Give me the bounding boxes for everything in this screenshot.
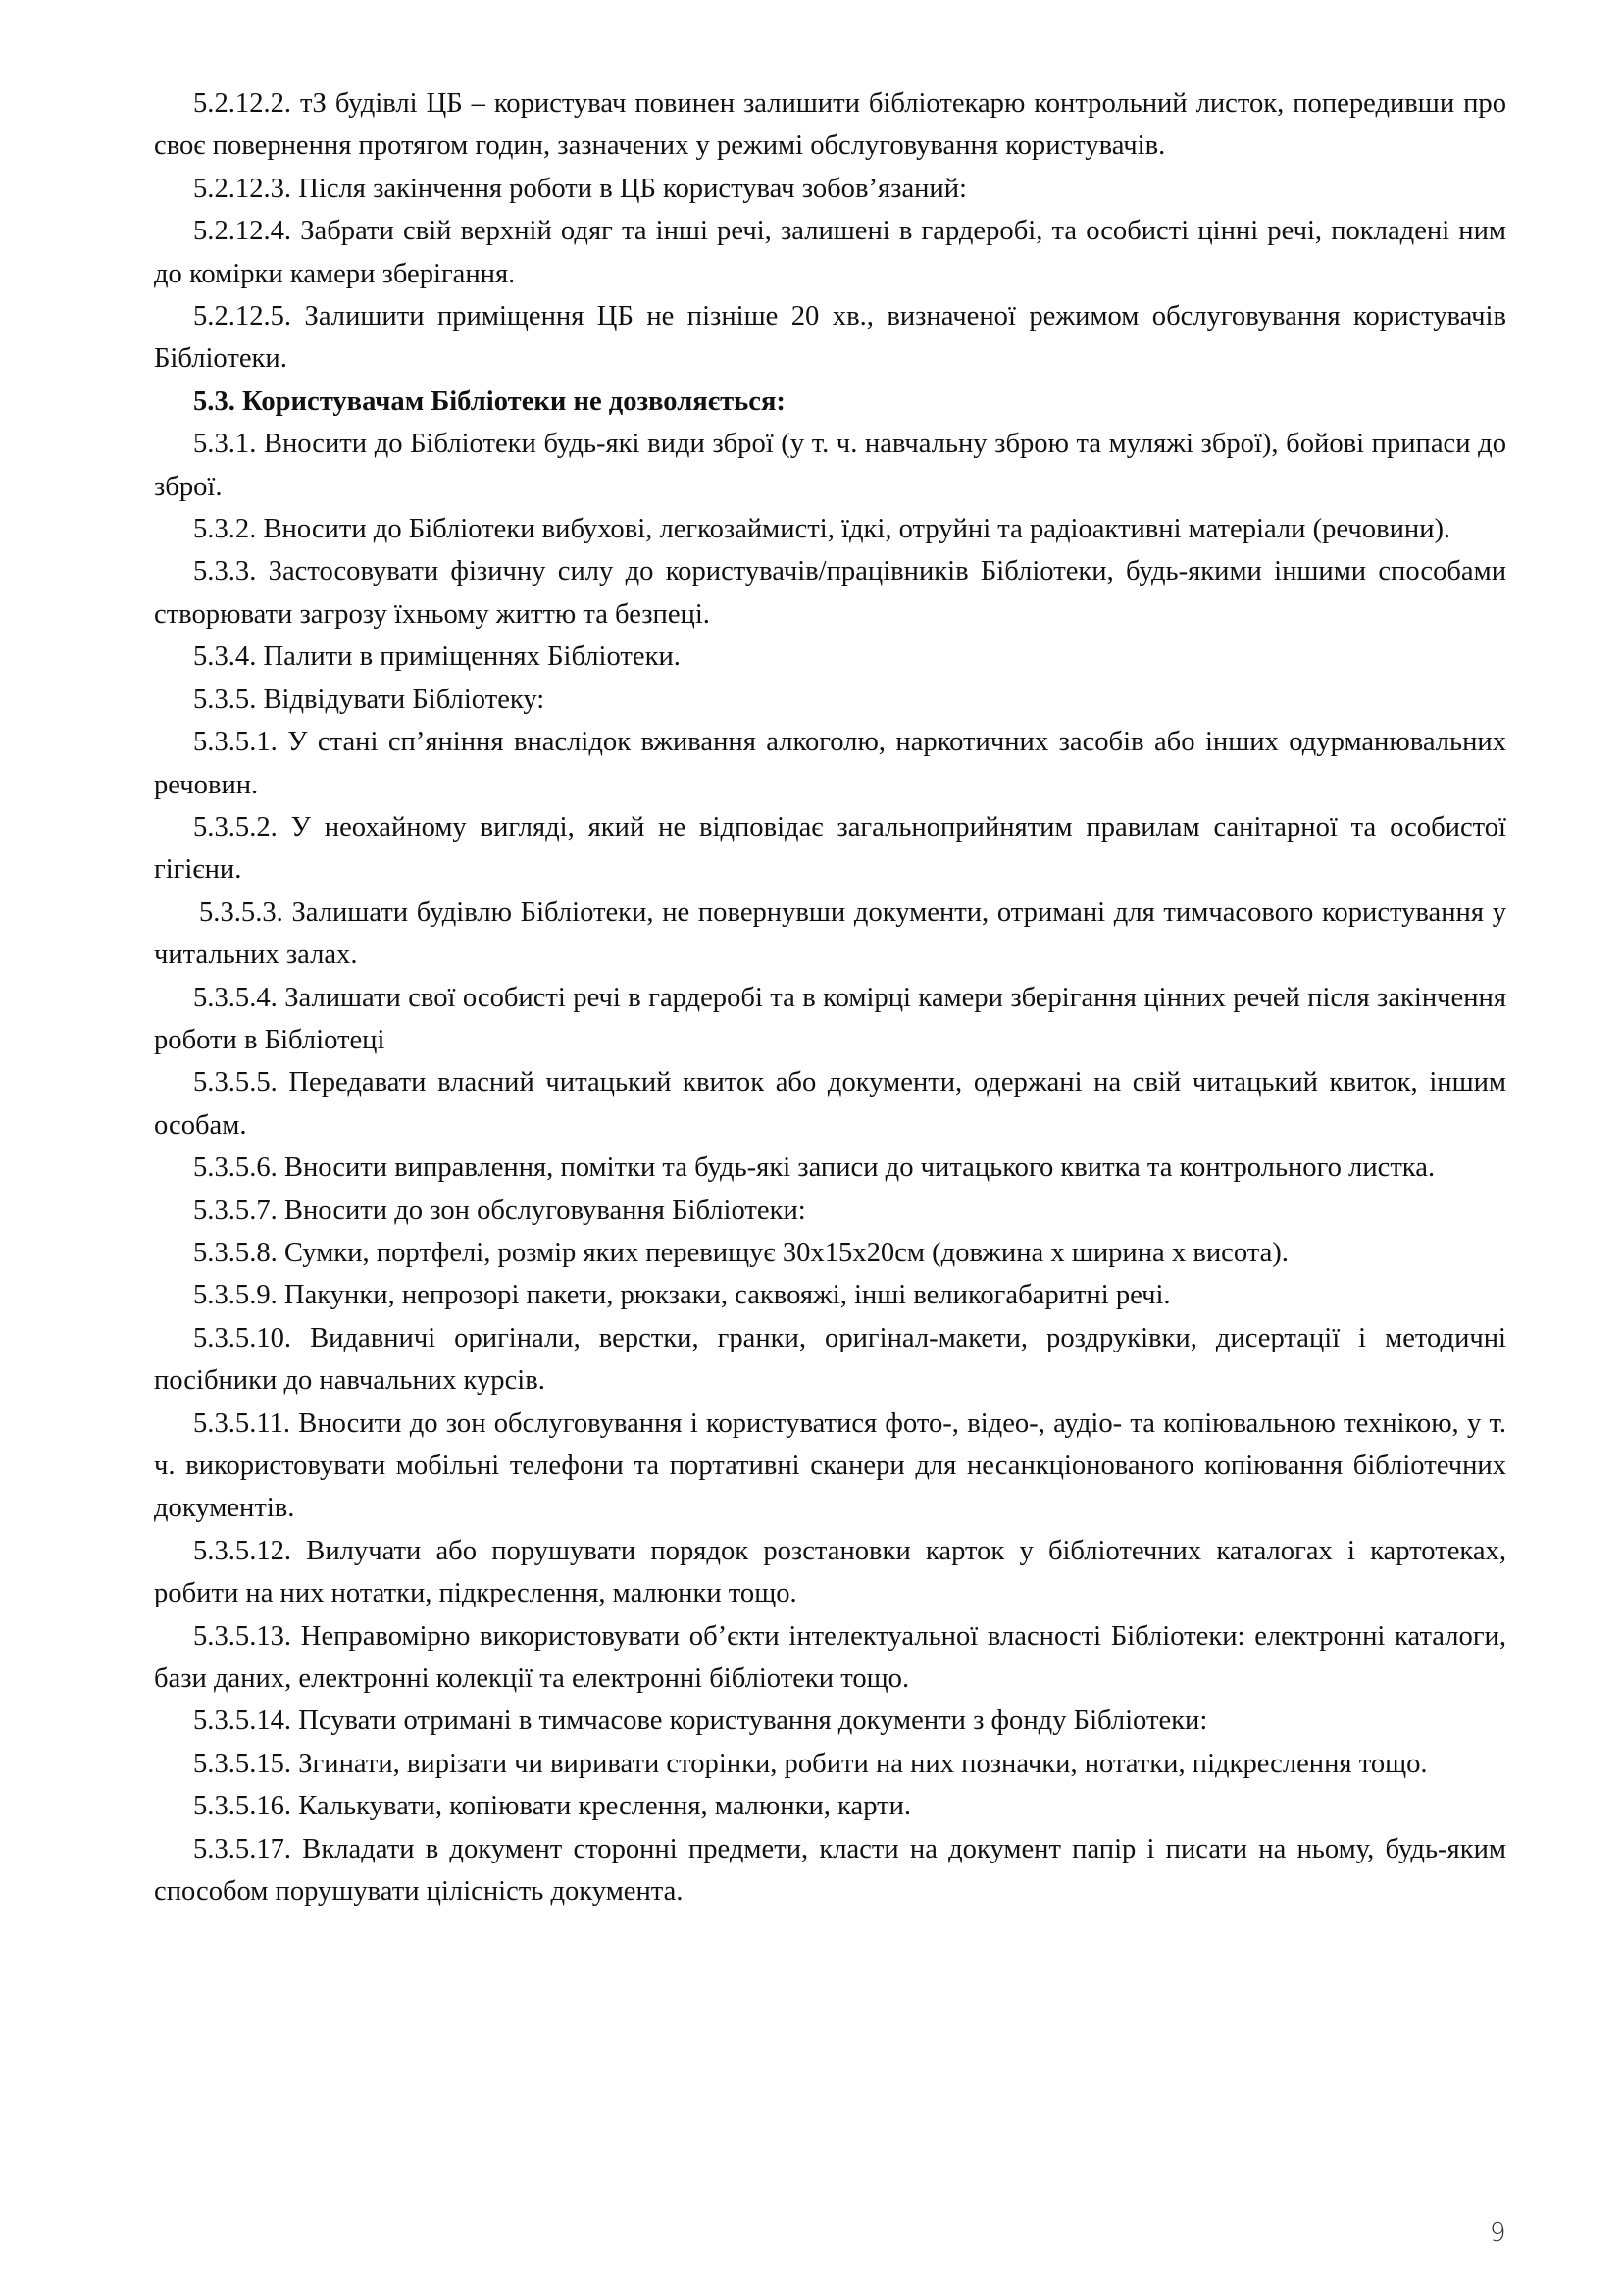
paragraph-5-3-4: 5.3.4. Палити в приміщеннях Бібліотеки.	[193, 641, 681, 673]
section-heading-5-3: 5.3. Користувачам Бібліотеки не дозволяється:	[193, 385, 786, 417]
paragraph-5-3-1: 5.3.1. Вносити до Бібліотеки будь-які види зброї (у т. ч. навчальну зброю та муляжі зброї), бойові припаси до зброї.	[154, 429, 1506, 502]
paragraph-5-2-12-4: 5.2.12.4. Забрати свій верхній одяг та інші речі, залишені в гардеробі, та особисті цінні речі, покладені ним до комірки камери зберігання.	[154, 216, 1506, 289]
paragraph-5-3-5-14: 5.3.5.14. Псувати отримані в тимчасове користування документи з фонду Бібліотеки:	[193, 1706, 1208, 1737]
document-body	[154, 82, 1506, 1913]
paragraph-5-3-5-8: 5.3.5.8. Сумки, портфелі, розмір яких перевищує 30х15х20см (довжина х ширина х висота).	[193, 1237, 1289, 1268]
paragraph-5-3-5-7: 5.3.5.7. Вносити до зон обслуговування Бібліотеки:	[193, 1195, 806, 1226]
paragraph-5-3-5-11: 5.3.5.11. Вносити до зон обслуговування і користуватися фото-, відео-, аудіо- та копіювальною технікою, у т. ч. використовувати мобільні телефони та портативні сканери для несанкціонованого копіювання бібліотечних документів.	[154, 1407, 1506, 1524]
paragraph-5-3-5-6: 5.3.5.6. Вносити виправлення, помітки та будь-які записи до читацького квитка та контрольного листка.	[193, 1152, 1436, 1184]
paragraph-5-3-5-17: 5.3.5.17. Вкладати в документ сторонні предмети, класти на документ папір і писати на ньому, будь-яким способом порушувати цілісність документа.	[154, 1833, 1506, 1908]
paragraph-5-3-5-9: 5.3.5.9. Пакунки, непрозорі пакети, рюкзаки, саквояжі, інші великогабаритні речі.	[193, 1280, 1171, 1311]
paragraph-5-3-5-16: 5.3.5.16. Калькувати, копіювати креслення, малюнки, карти.	[193, 1791, 912, 1822]
page-number: 9	[1490, 2219, 1506, 2248]
paragraph-5-3-5-1: 5.3.5.1. У стані сп’яніння внаслідок вживання алкоголю, наркотичних засобів або інших одурманювальних речовин.	[154, 727, 1506, 800]
paragraph-5-2-12-3: 5.2.12.3. Після закінчення роботи в ЦБ користувач зобов’язаний:	[193, 173, 967, 204]
paragraph-5-2-12-2: 5.2.12.2. тЗ будівлі ЦБ – користувач повинен залишити бібліотекарю контрольний листок, попередивши про своє повернення протягом годин, зазначених у режимі обслуговування користувачів.	[154, 88, 1506, 162]
paragraph-5-3-5-12: 5.3.5.12. Вилучати або порушувати порядок розстановки карток у бібліотечних каталогах і картотеках, робити на них нотатки, підкреслення, малюнки тощо.	[154, 1535, 1506, 1609]
paragraph-5-3-5-13: 5.3.5.13. Неправомірно використовувати об’єкти інтелектуальної власності Бібліотеки: електронні каталоги, бази даних, електронні колекції та електронні бібліотеки тощо.	[154, 1620, 1506, 1695]
paragraph-5-3-5-3: 5.3.5.3. Залишати будівлю Бібліотеки, не повернувши документи, отримані для тимчасового користування у читальних залах.	[154, 896, 1506, 971]
paragraph-5-3-3: 5.3.3. Застосовувати фізичну силу до користувачів/працівників Бібліотеки, будь-якими іншими способами створювати загрозу їхньому життю та безпеці.	[154, 556, 1506, 630]
paragraph-5-3-5-4: 5.3.5.4. Залишати свої особисті речі в гардеробі та в комірці камери зберігання цінних речей після закінчення роботи в Бібліотеці	[154, 982, 1506, 1055]
paragraph-5-3-5-15: 5.3.5.15. Згинати, вирізати чи виривати сторінки, робити на них позначки, нотатки, підкреслення тощо.	[193, 1748, 1428, 1779]
paragraph-5-3-2: 5.3.2. Вносити до Бібліотеки вибухові, легкозаймисті, їдкі, отруйні та радіоактивні матеріали (речовини).	[193, 514, 1451, 545]
paragraph-5-3-5-5: 5.3.5.5. Передавати власний читацький квиток або документи, одержані на свій читацький квиток, іншим особам.	[154, 1067, 1506, 1141]
paragraph-5-3-5-10: 5.3.5.10. Видавничі оригінали, верстки, гранки, оригінал-макети, роздруківки, дисертації і методичні посібники до навчальних курсів.	[154, 1322, 1506, 1397]
paragraph-5-3-5-2: 5.3.5.2. У неохайному вигляді, який не відповідає загальноприйнятим правилам санітарної та особистої гігієни.	[154, 811, 1506, 886]
paragraph-5-3-5: 5.3.5. Відвідувати Бібліотеку:	[193, 684, 545, 715]
paragraph-5-2-12-5: 5.2.12.5. Залишити приміщення ЦБ не пізніше 20 хв., визначеної режимом обслуговування користувачів Бібліотеки.	[154, 301, 1506, 375]
